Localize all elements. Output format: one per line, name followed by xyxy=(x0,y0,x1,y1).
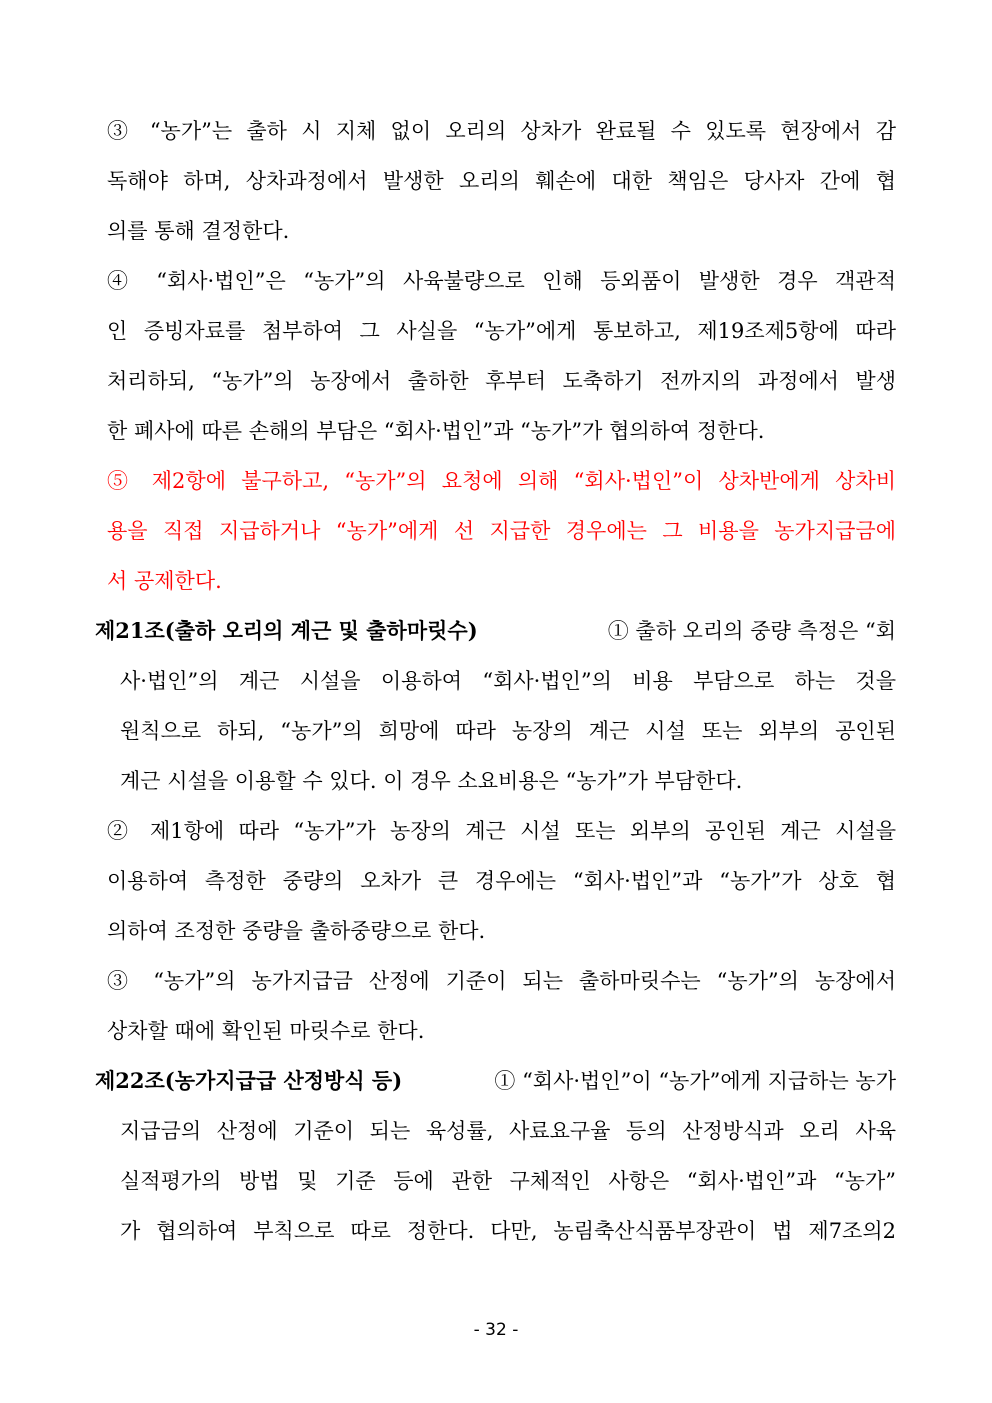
text-line: 서 공제한다. xyxy=(107,569,222,593)
article-heading: 제22조(농가지급급 산정방식 등) xyxy=(95,1068,403,1093)
paragraph-line xyxy=(0,211,992,251)
paragraph-line-red xyxy=(0,511,992,551)
text-line: ③ “농가”는 출하 시 지체 없이 오리의 상차가 완료될 수 있도록 현장에서 감 xyxy=(107,119,896,143)
paragraph-line xyxy=(0,1111,992,1151)
article-first-rest: ① 출하 오리의 중량 측정은 “회 xyxy=(607,619,896,643)
text-line: ④ “회사·법인”은 “농가”의 사육불량으로 인해 등외품이 발생한 경우 객관적 xyxy=(107,269,896,293)
article-first-rest: ① “회사·법인”이 “농가”에게 지급하는 농가 xyxy=(494,1069,896,1093)
paragraph-line-red xyxy=(0,561,992,601)
article-heading-line xyxy=(0,1061,992,1101)
paragraph-line xyxy=(0,161,992,201)
text-line: ⑤ 제2항에 불구하고, “농가”의 요청에 의해 “회사·법인”이 상차반에게 상차비 xyxy=(107,469,896,493)
paragraph-line xyxy=(0,111,992,151)
paragraph-line xyxy=(0,811,992,851)
text-line: 원칙으로 하되, “농가”의 희망에 따라 농장의 계근 시설 또는 외부의 공인된 xyxy=(120,719,896,743)
text-line: 사·법인”의 계근 시설을 이용하여 “회사·법인”의 비용 부담으로 하는 것을 xyxy=(120,669,896,693)
text-line: ③ “농가”의 농가지급금 산정에 기준이 되는 출하마릿수는 “농가”의 농장에서 xyxy=(107,969,896,993)
page-number: - 32 - xyxy=(473,1320,519,1340)
text-line: 계근 시설을 이용할 수 있다. 이 경우 소요비용은 “농가”가 부담한다. xyxy=(120,769,743,793)
text-line: 상차할 때에 확인된 마릿수로 한다. xyxy=(107,1019,425,1043)
paragraph-line xyxy=(0,411,992,451)
paragraph-line xyxy=(0,961,992,1001)
text-line: 지급금의 산정에 기준이 되는 육성률, 사료요구율 등의 산정방식과 오리 사육 xyxy=(120,1119,896,1143)
text-line: 독해야 하며, 상차과정에서 발생한 오리의 훼손에 대한 책임은 당사자 간에 협 xyxy=(107,169,896,193)
paragraph-line xyxy=(0,1211,992,1251)
paragraph-line xyxy=(0,1161,992,1201)
paragraph-line xyxy=(0,911,992,951)
text-line: 가 협의하여 부칙으로 따로 정한다. 다만, 농림축산식품부장관이 법 제7조의2 xyxy=(120,1219,896,1243)
paragraph-line xyxy=(0,1011,992,1051)
text-line: 인 증빙자료를 첨부하여 그 사실을 “농가”에게 통보하고, 제19조제5항에 따라 xyxy=(107,319,896,343)
text-line: 용을 직접 지급하거나 “농가”에게 선 지급한 경우에는 그 비용을 농가지급금에 xyxy=(107,519,896,543)
text-line: 이용하여 측정한 중량의 오차가 큰 경우에는 “회사·법인”과 “농가”가 상호 협 xyxy=(107,869,896,893)
paragraph-line xyxy=(0,761,992,801)
text-line: ② 제1항에 따라 “농가”가 농장의 계근 시설 또는 외부의 공인된 계근 시설을 xyxy=(107,819,896,843)
article-first-line xyxy=(95,611,896,651)
paragraph-line-red xyxy=(0,461,992,501)
text-line: 의를 통해 결정한다. xyxy=(107,219,290,243)
paragraph-line xyxy=(0,311,992,351)
paragraph-line xyxy=(0,361,992,401)
paragraph-line xyxy=(0,661,992,701)
text-line: 실적평가의 방법 및 기준 등에 관한 구체적인 사항은 “회사·법인”과 “농가” xyxy=(120,1169,896,1193)
text-line: 한 폐사에 따른 손해의 부담은 “회사·법인”과 “농가”가 협의하여 정한다. xyxy=(107,419,765,443)
article-first-line xyxy=(95,1061,896,1101)
article-heading: 제21조(출하 오리의 계근 및 출하마릿수) xyxy=(95,618,478,643)
text-line: 처리하되, “농가”의 농장에서 출하한 후부터 도축하기 전까지의 과정에서 발생 xyxy=(107,369,896,393)
paragraph-line xyxy=(0,861,992,901)
text-line: 의하여 조정한 중량을 출하중량으로 한다. xyxy=(107,919,486,943)
paragraph-line xyxy=(0,261,992,301)
paragraph-line xyxy=(0,711,992,751)
article-heading-line xyxy=(0,611,992,651)
